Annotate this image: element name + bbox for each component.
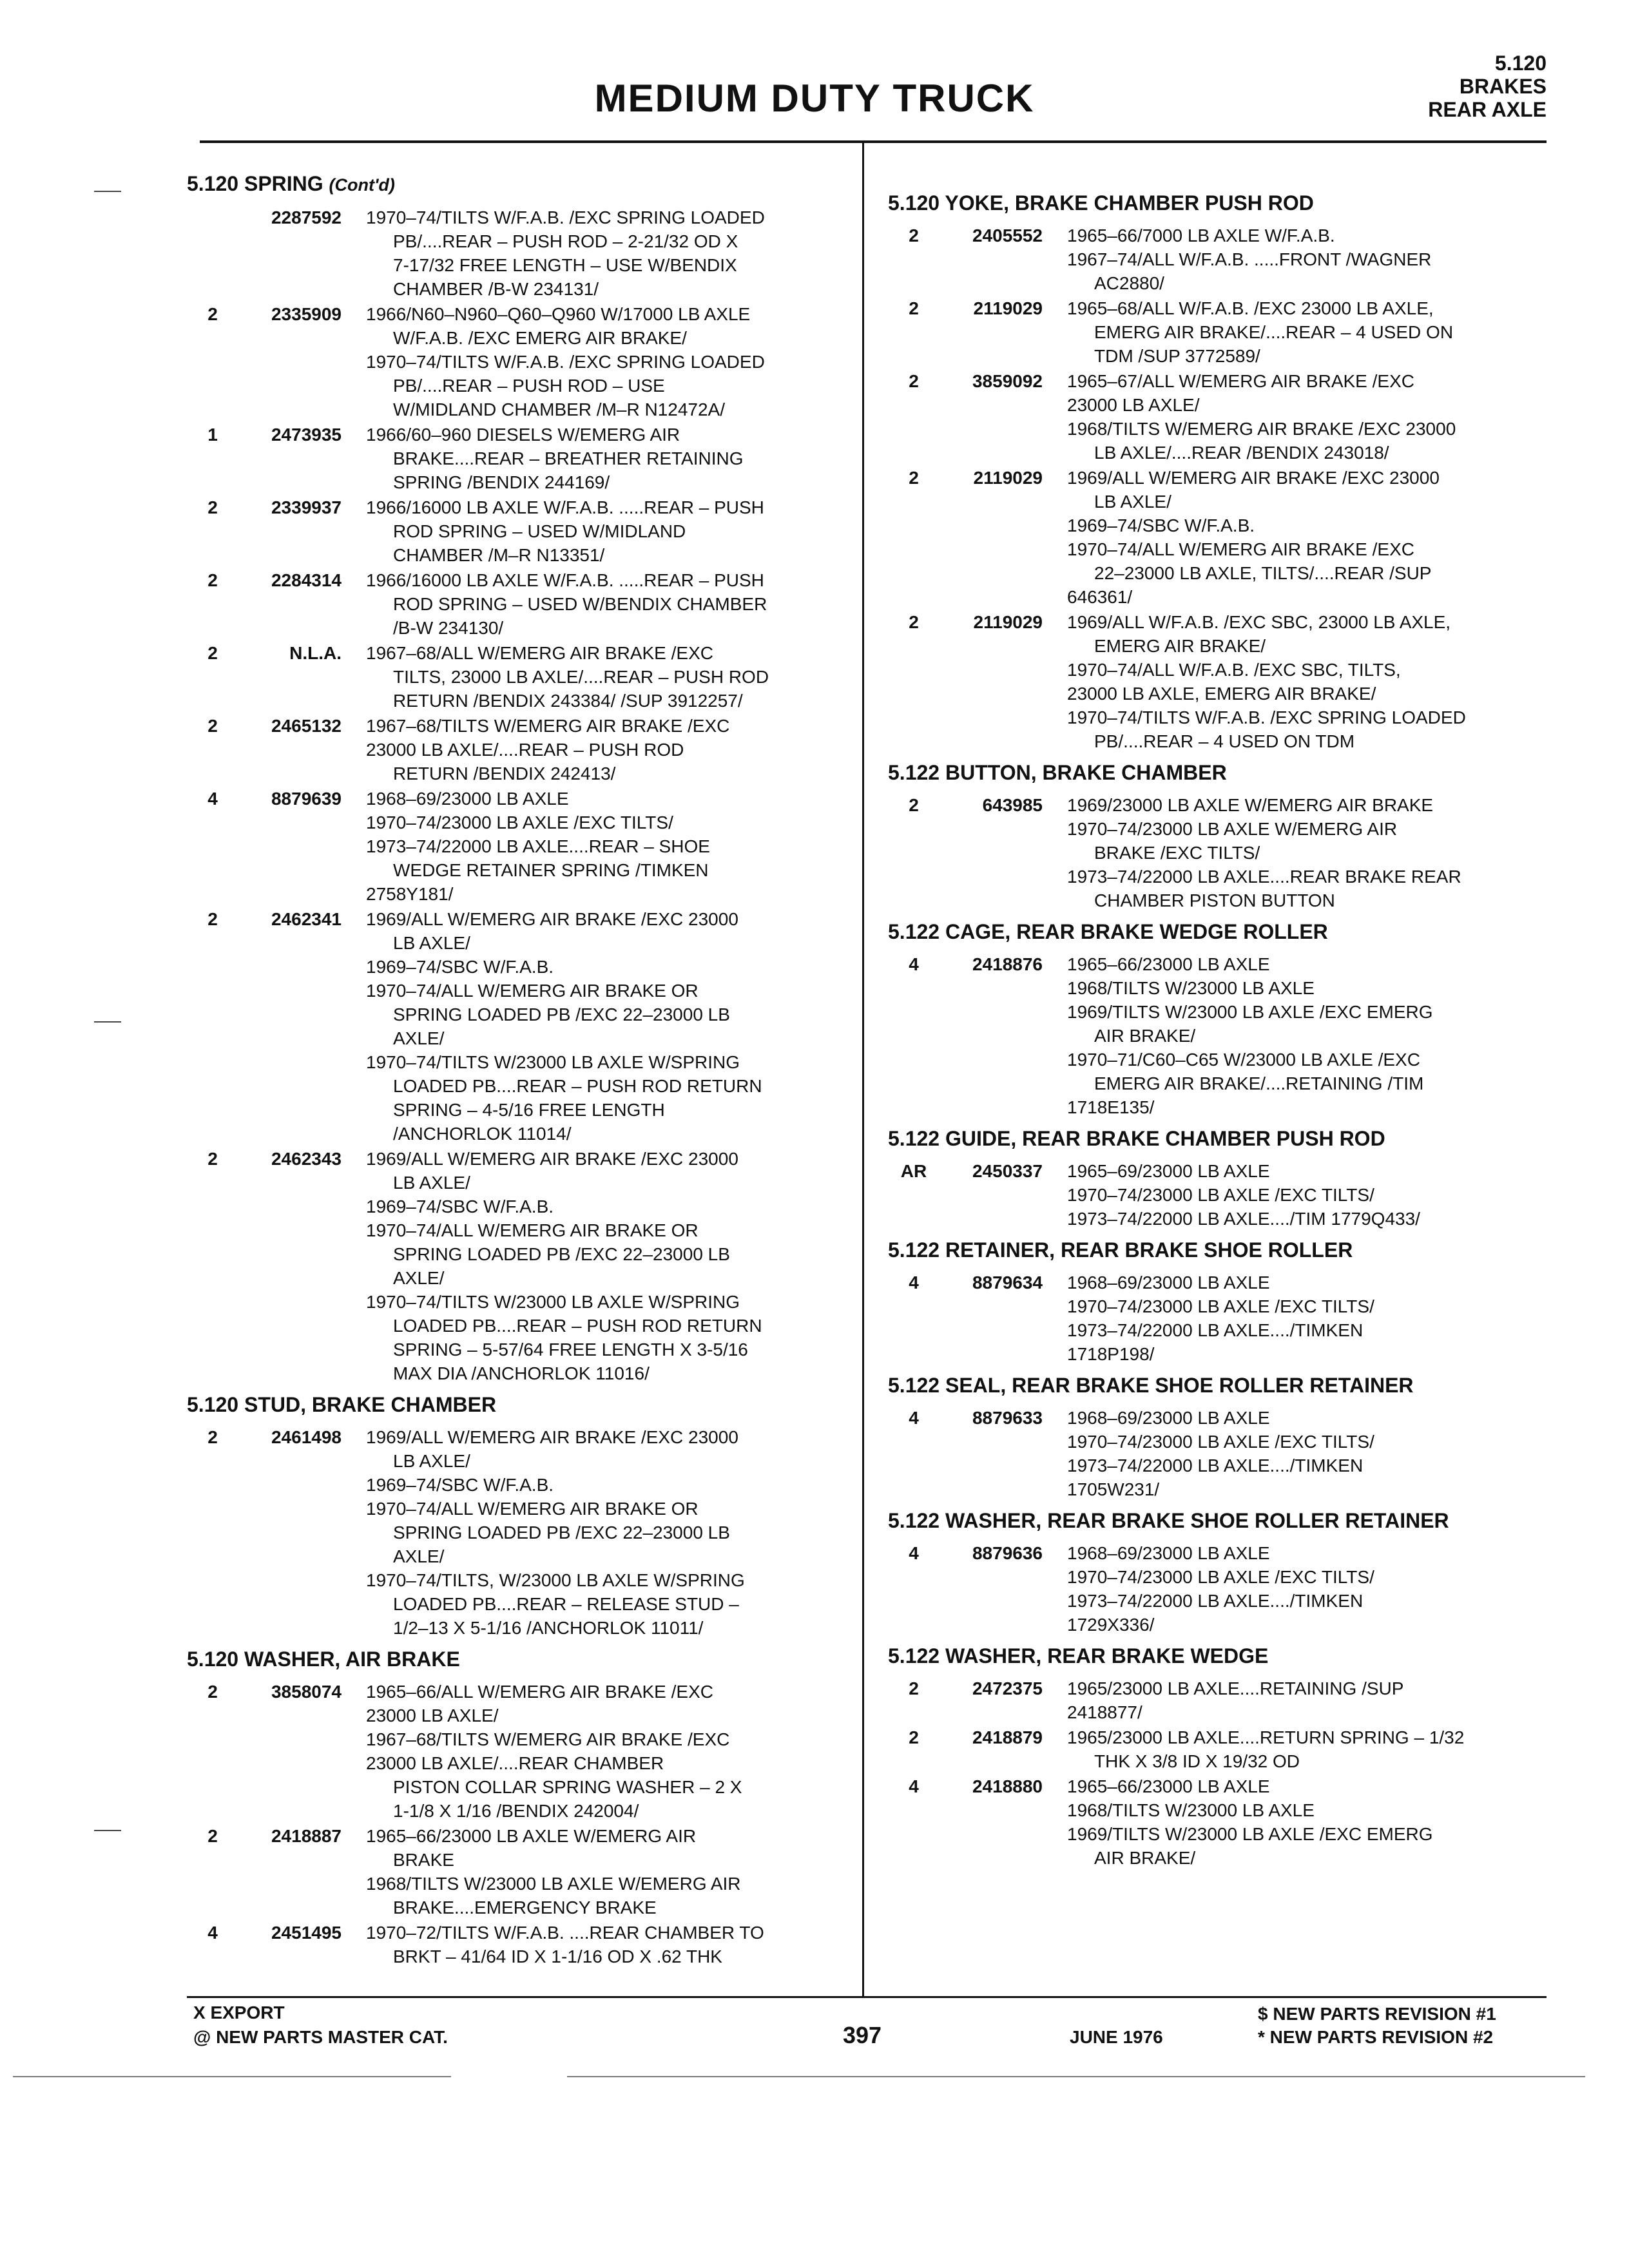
description-line: 1970–74/ALL W/F.A.B. /EXC SBC, TILTS, <box>1067 660 1401 680</box>
description-line: SPRING LOADED PB /EXC 22–23000 LB <box>393 1523 730 1542</box>
section-heading <box>888 918 1552 946</box>
quantity: 2 <box>909 795 919 815</box>
description-line: RETURN /BENDIX 243384/ /SUP 3912257/ <box>393 691 743 711</box>
section-heading <box>888 189 1552 217</box>
description-line: 7-17/32 FREE LENGTH – USE W/BENDIX <box>393 255 737 275</box>
description-line: EMERG AIR BRAKE/....REAR – 4 USED ON <box>1094 322 1454 342</box>
description-line: 1965/23000 LB AXLE....RETURN SPRING – 1/32 <box>1067 1727 1465 1747</box>
description-line: THK X 3/8 ID X 19/32 OD <box>1094 1751 1300 1771</box>
part-entry <box>187 787 844 906</box>
description-line: ROD SPRING – USED W/MIDLAND <box>393 521 686 541</box>
part-description <box>1067 296 1552 368</box>
page-edge-rule <box>567 2076 1585 2077</box>
section-heading <box>888 1371 1552 1399</box>
description-line: SPRING LOADED PB /EXC 22–23000 LB <box>393 1004 730 1024</box>
part-description <box>1067 1677 1552 1724</box>
quantity: 2 <box>207 1427 218 1447</box>
part-entry <box>187 714 844 785</box>
description-line: 1973–74/22000 LB AXLE..../TIMKEN <box>1067 1320 1364 1340</box>
section-heading-text: 5.120 STUD, BRAKE CHAMBER <box>187 1393 497 1416</box>
part-number: 2451495 <box>271 1923 342 1943</box>
continued-note: (Cont'd) <box>329 175 395 195</box>
description-line: 1705W231/ <box>1067 1479 1160 1499</box>
description-line: 1970–74/TILTS W/23000 LB AXLE W/SPRING <box>366 1052 740 1072</box>
description-line: 1970–71/C60–C65 W/23000 LB AXLE /EXC <box>1067 1050 1420 1070</box>
part-number: 2339937 <box>271 497 342 517</box>
quantity: 2 <box>207 570 218 590</box>
description-line: SPRING LOADED PB /EXC 22–23000 LB <box>393 1244 730 1264</box>
description-line: 646361/ <box>1067 587 1133 607</box>
section-heading <box>888 1642 1552 1670</box>
description-line: 1965–68/ALL W/F.A.B. /EXC 23000 LB AXLE, <box>1067 298 1434 318</box>
section-heading-text: 5.122 GUIDE, REAR BRAKE CHAMBER PUSH ROD <box>888 1127 1385 1150</box>
description-line: 1966/60–960 DIESELS W/EMERG AIR <box>366 425 680 445</box>
description-line: MAX DIA /ANCHORLOK 11016/ <box>393 1363 650 1383</box>
page-title: MEDIUM DUTY TRUCK <box>594 77 1035 120</box>
description-line: 23000 LB AXLE/ <box>366 1706 499 1725</box>
description-line: 1969–74/SBC W/F.A.B. <box>1067 515 1255 535</box>
part-description <box>1067 1725 1552 1773</box>
section-heading-text: 5.122 CAGE, REAR BRAKE WEDGE ROLLER <box>888 920 1328 943</box>
description-line: 1967–68/TILTS W/EMERG AIR BRAKE /EXC <box>366 1729 730 1749</box>
description-line: 1965–67/ALL W/EMERG AIR BRAKE /EXC <box>1067 371 1414 391</box>
part-number: 2450337 <box>972 1161 1043 1181</box>
description-line: 1965–66/23000 LB AXLE W/EMERG AIR <box>366 1826 697 1846</box>
revision-2-note: * NEW PARTS REVISION #2 <box>1258 2027 1494 2047</box>
part-entry <box>888 952 1552 1119</box>
part-entry <box>888 1406 1552 1501</box>
part-description <box>366 907 844 1146</box>
description-line: 1969/TILTS W/23000 LB AXLE /EXC EMERG <box>1067 1002 1433 1022</box>
part-description <box>1067 793 1552 912</box>
description-line: LOADED PB....REAR – RELEASE STUD – <box>393 1594 739 1614</box>
description-line: 1718E135/ <box>1067 1097 1155 1117</box>
part-number: 2418879 <box>972 1727 1043 1747</box>
part-number: 8879636 <box>972 1543 1043 1563</box>
description-line: AIR BRAKE/ <box>1094 1848 1196 1868</box>
description-line: LB AXLE/ <box>393 1173 470 1193</box>
description-line: LOADED PB....REAR – PUSH ROD RETURN <box>393 1316 762 1336</box>
part-number: N.L.A. <box>289 643 342 663</box>
description-line: 1968–69/23000 LB AXLE <box>366 789 569 809</box>
description-line: 23000 LB AXLE/ <box>1067 395 1200 415</box>
description-line: W/MIDLAND CHAMBER /M–R N12472A/ <box>393 399 726 419</box>
description-line: LB AXLE/ <box>1094 492 1171 512</box>
part-description <box>366 787 844 906</box>
quantity: 2 <box>207 1826 218 1846</box>
section-sub: REAR AXLE <box>1428 98 1547 121</box>
description-line: 1968/TILTS W/23000 LB AXLE <box>1067 978 1315 998</box>
description-line: 1973–74/22000 LB AXLE....REAR – SHOE <box>366 836 710 856</box>
part-entry <box>888 296 1552 368</box>
part-description <box>1067 1159 1552 1231</box>
description-line: AIR BRAKE/ <box>1094 1026 1196 1046</box>
description-line: 1965–66/ALL W/EMERG AIR BRAKE /EXC <box>366 1682 713 1702</box>
description-line: W/F.A.B. /EXC EMERG AIR BRAKE/ <box>393 328 687 348</box>
part-number: 2472375 <box>972 1678 1043 1698</box>
description-line: 1968/TILTS W/23000 LB AXLE <box>1067 1800 1315 1820</box>
margin-mark <box>94 191 121 192</box>
part-entry <box>888 793 1552 912</box>
quantity: 2 <box>207 909 218 929</box>
part-entry <box>187 1824 844 1919</box>
part-number: 2461498 <box>271 1427 342 1447</box>
section-heading-text: 5.122 RETAINER, REAR BRAKE SHOE ROLLER <box>888 1238 1353 1262</box>
description-line: 1968–69/23000 LB AXLE <box>1067 1273 1270 1293</box>
description-line: 1965/23000 LB AXLE....RETAINING /SUP <box>1067 1678 1404 1698</box>
description-line: BRAKE <box>393 1850 454 1870</box>
description-line: 1969–74/SBC W/F.A.B. <box>366 1196 554 1216</box>
section-name: BRAKES <box>1459 75 1547 98</box>
description-line: 1969/ALL W/EMERG AIR BRAKE /EXC 23000 <box>1067 468 1440 488</box>
page-edge-rule <box>13 2076 451 2077</box>
part-entry <box>187 568 844 640</box>
description-line: BRAKE....EMERGENCY BRAKE <box>393 1898 657 1917</box>
quantity: 4 <box>909 1543 919 1563</box>
description-line: 1970–74/23000 LB AXLE /EXC TILTS/ <box>1067 1185 1374 1205</box>
description-line: CHAMBER /M–R N13351/ <box>393 545 605 565</box>
header-rule <box>200 140 1547 143</box>
part-entry <box>888 466 1552 609</box>
part-number: 2462343 <box>271 1149 342 1169</box>
quantity: AR <box>900 1161 927 1181</box>
description-line: 1970–72/TILTS W/F.A.B. ....REAR CHAMBER TO <box>366 1923 764 1943</box>
quantity: 2 <box>207 716 218 736</box>
description-line: LB AXLE/ <box>393 1451 470 1471</box>
part-description <box>1067 1406 1552 1501</box>
quantity: 4 <box>909 1776 919 1796</box>
description-line: 1970–74/TILTS, W/23000 LB AXLE W/SPRING <box>366 1570 745 1590</box>
part-entry <box>187 1425 844 1640</box>
description-line: 1970–74/ALL W/EMERG AIR BRAKE OR <box>366 1220 699 1240</box>
quantity: 4 <box>909 1408 919 1428</box>
part-number: 2418876 <box>972 954 1043 974</box>
part-entry <box>187 1147 844 1385</box>
part-description <box>1067 466 1552 609</box>
left-column <box>187 164 844 1970</box>
description-line: 2418877/ <box>1067 1702 1142 1722</box>
part-entry <box>187 495 844 567</box>
part-description <box>1067 952 1552 1119</box>
master-cat-note: @ NEW PARTS MASTER CAT. <box>193 2027 448 2047</box>
description-line: 23000 LB AXLE/....REAR – PUSH ROD <box>366 740 684 760</box>
part-description <box>366 714 844 785</box>
description-line: 1970–74/TILTS W/F.A.B. /EXC SPRING LOADED <box>366 207 765 227</box>
description-line: 1973–74/22000 LB AXLE..../TIM 1779Q433/ <box>1067 1209 1420 1229</box>
section-heading <box>888 1236 1552 1264</box>
description-line: BRAKE /EXC TILTS/ <box>1094 843 1260 863</box>
part-number: 2465132 <box>271 716 342 736</box>
part-description <box>366 206 844 301</box>
part-number: 2119029 <box>973 612 1043 632</box>
quantity: 2 <box>909 371 919 391</box>
description-line: EMERG AIR BRAKE/ <box>1094 636 1266 656</box>
description-line: 22–23000 LB AXLE, TILTS/....REAR /SUP <box>1094 563 1432 583</box>
description-line: 1966/16000 LB AXLE W/F.A.B. .....REAR – PUSH <box>366 497 764 517</box>
part-description <box>366 1147 844 1385</box>
section-heading-text: 5.122 SEAL, REAR BRAKE SHOE ROLLER RETAINER <box>888 1374 1414 1397</box>
part-description <box>366 641 844 713</box>
quantity: 2 <box>207 643 218 663</box>
description-line: 1970–74/TILTS W/23000 LB AXLE W/SPRING <box>366 1292 740 1312</box>
section-heading <box>187 1645 844 1673</box>
description-line: 1966/16000 LB AXLE W/F.A.B. .....REAR – PUSH <box>366 570 764 590</box>
quantity: 2 <box>207 1682 218 1702</box>
description-line: EMERG AIR BRAKE/....RETAINING /TIM <box>1094 1073 1424 1093</box>
description-line: PISTON COLLAR SPRING WASHER – 2 X <box>393 1777 742 1797</box>
part-number: 2405552 <box>972 226 1043 245</box>
part-number: 2462341 <box>271 909 342 929</box>
part-entry <box>187 302 844 421</box>
description-line: SPRING – 4-5/16 FREE LENGTH <box>393 1100 665 1120</box>
description-line: 1970–74/ALL W/EMERG AIR BRAKE /EXC <box>1067 539 1414 559</box>
part-description <box>1067 610 1552 753</box>
description-line: 1969/TILTS W/23000 LB AXLE /EXC EMERG <box>1067 1824 1433 1844</box>
description-line: 1970–74/23000 LB AXLE /EXC TILTS/ <box>1067 1296 1374 1316</box>
description-line: 1969/23000 LB AXLE W/EMERG AIR BRAKE <box>1067 795 1434 815</box>
description-line: 2758Y181/ <box>366 884 454 904</box>
description-line: 1970–74/23000 LB AXLE /EXC TILTS/ <box>1067 1567 1374 1587</box>
margin-mark <box>94 1021 121 1023</box>
part-number: 2284314 <box>271 570 342 590</box>
part-number: 2418880 <box>972 1776 1043 1796</box>
part-description <box>366 1921 844 1968</box>
section-heading-text: 5.122 BUTTON, BRAKE CHAMBER <box>888 761 1227 784</box>
description-line: 23000 LB AXLE/....REAR CHAMBER <box>366 1753 664 1773</box>
part-entry <box>888 1271 1552 1366</box>
part-description <box>1067 1541 1552 1637</box>
part-number: 2418887 <box>271 1826 342 1846</box>
description-line: 1729X336/ <box>1067 1615 1155 1635</box>
description-line: 1969–74/SBC W/F.A.B. <box>366 1475 554 1495</box>
part-entry <box>888 1541 1552 1637</box>
quantity: 4 <box>909 1273 919 1293</box>
part-number: 8879634 <box>972 1273 1043 1293</box>
description-line: 1970–74/TILTS W/F.A.B. /EXC SPRING LOADED <box>366 352 765 372</box>
description-line: LOADED PB....REAR – PUSH ROD RETURN <box>393 1076 762 1096</box>
part-entry <box>187 1921 844 1968</box>
description-line: 1968/TILTS W/EMERG AIR BRAKE /EXC 23000 <box>1067 419 1456 439</box>
part-description <box>366 1824 844 1919</box>
quantity: 2 <box>207 497 218 517</box>
description-line: AC2880/ <box>1094 273 1164 293</box>
quantity: 2 <box>207 304 218 324</box>
description-line: BRKT – 41/64 ID X 1-1/16 OD X .62 THK <box>393 1946 722 1966</box>
section-heading <box>888 1506 1552 1535</box>
description-line: 1973–74/22000 LB AXLE....REAR BRAKE REAR <box>1067 867 1461 887</box>
part-number: 2335909 <box>271 304 342 324</box>
part-description <box>1067 1774 1552 1870</box>
description-line: 1970–74/23000 LB AXLE /EXC TILTS/ <box>1067 1432 1374 1452</box>
description-line: 1973–74/22000 LB AXLE..../TIMKEN <box>1067 1456 1364 1475</box>
part-entry <box>187 641 844 713</box>
right-column <box>888 184 1552 1871</box>
part-entry <box>888 369 1552 465</box>
quantity: 2 <box>909 468 919 488</box>
description-line: SPRING /BENDIX 244169/ <box>393 472 610 492</box>
description-line: 1970–74/23000 LB AXLE W/EMERG AIR <box>1067 819 1398 839</box>
part-description <box>1067 1271 1552 1366</box>
column-divider <box>862 140 864 1996</box>
quantity: 1 <box>207 425 218 445</box>
description-line: PB/....REAR – 4 USED ON TDM <box>1094 731 1355 751</box>
part-description <box>366 495 844 567</box>
page-number: 397 <box>843 2022 882 2048</box>
description-line: ROD SPRING – USED W/BENDIX CHAMBER <box>393 594 767 614</box>
section-heading-text: 5.120 YOKE, BRAKE CHAMBER PUSH ROD <box>888 191 1314 215</box>
section-heading-text: 5.122 WASHER, REAR BRAKE SHOE ROLLER RETAINER <box>888 1509 1449 1532</box>
description-line: /B-W 234130/ <box>393 618 504 638</box>
description-line: 1965–69/23000 LB AXLE <box>1067 1161 1270 1181</box>
section-heading <box>888 1124 1552 1153</box>
part-description <box>366 302 844 421</box>
part-description <box>366 423 844 494</box>
part-number: 8879639 <box>271 789 342 809</box>
part-number: 8879633 <box>972 1408 1043 1428</box>
revision-1-note: $ NEW PARTS REVISION #1 <box>1258 2004 1496 2024</box>
quantity: 4 <box>909 954 919 974</box>
description-line: 1-1/8 X 1/16 /BENDIX 242004/ <box>393 1801 639 1821</box>
description-line: 1969/ALL W/F.A.B. /EXC SBC, 23000 LB AXLE, <box>1067 612 1451 632</box>
description-line: TDM /SUP 3772589/ <box>1094 346 1260 366</box>
part-entry <box>187 1680 844 1823</box>
description-line: 1965–66/23000 LB AXLE <box>1067 954 1270 974</box>
description-line: 1967–68/TILTS W/EMERG AIR BRAKE /EXC <box>366 716 730 736</box>
part-number: 2473935 <box>271 425 342 445</box>
footer-rule <box>187 1996 1547 1998</box>
quantity <box>187 206 238 301</box>
description-line: RETURN /BENDIX 242413/ <box>393 764 616 783</box>
description-line: 1973–74/22000 LB AXLE..../TIMKEN <box>1067 1591 1364 1611</box>
part-entry <box>888 610 1552 753</box>
description-line: 1965–66/23000 LB AXLE <box>1067 1776 1270 1796</box>
description-line: 1968–69/23000 LB AXLE <box>1067 1408 1270 1428</box>
description-line: 1965–66/7000 LB AXLE W/F.A.B. <box>1067 226 1335 245</box>
part-number: 643985 <box>982 795 1043 815</box>
export-note: X EXPORT <box>193 2003 285 2023</box>
quantity: 2 <box>207 1149 218 1169</box>
section-heading-text: 5.120 WASHER, AIR BRAKE <box>187 1648 460 1671</box>
part-description <box>1067 369 1552 465</box>
part-description <box>1067 224 1552 295</box>
description-line: LB AXLE/ <box>393 933 470 953</box>
part-entry <box>187 206 844 301</box>
description-line: 1970–74/ALL W/EMERG AIR BRAKE OR <box>366 1499 699 1519</box>
section-heading <box>187 1390 844 1419</box>
section-heading <box>888 758 1552 787</box>
description-line: 1969/ALL W/EMERG AIR BRAKE /EXC 23000 <box>366 1149 738 1169</box>
description-line: AXLE/ <box>393 1546 445 1566</box>
quantity: 2 <box>909 298 919 318</box>
description-line: CHAMBER PISTON BUTTON <box>1094 890 1335 910</box>
quantity: 2 <box>909 1727 919 1747</box>
part-entry <box>187 907 844 1146</box>
description-line: TILTS, 23000 LB AXLE/....REAR – PUSH ROD <box>393 667 769 687</box>
part-number: 3859092 <box>972 371 1043 391</box>
description-line: 1970–74/23000 LB AXLE /EXC TILTS/ <box>366 812 673 832</box>
section-heading <box>187 169 844 199</box>
part-entry <box>888 1159 1552 1231</box>
quantity: 4 <box>207 1923 218 1943</box>
description-line: AXLE/ <box>393 1028 445 1048</box>
description-line: 1969/ALL W/EMERG AIR BRAKE /EXC 23000 <box>366 909 738 929</box>
description-line: 23000 LB AXLE, EMERG AIR BRAKE/ <box>1067 684 1376 704</box>
description-line: CHAMBER /B-W 234131/ <box>393 279 599 299</box>
description-line: 1968/TILTS W/23000 LB AXLE W/EMERG AIR <box>366 1874 741 1894</box>
description-line: 1969/ALL W/EMERG AIR BRAKE /EXC 23000 <box>366 1427 738 1447</box>
description-line: /ANCHORLOK 11014/ <box>393 1124 572 1144</box>
quantity: 2 <box>909 226 919 245</box>
quantity: 4 <box>207 789 218 809</box>
description-line: 1967–68/ALL W/EMERG AIR BRAKE /EXC <box>366 643 713 663</box>
description-line: 1968–69/23000 LB AXLE <box>1067 1543 1270 1563</box>
date: JUNE 1976 <box>1070 2027 1163 2047</box>
description-line: BRAKE....REAR – BREATHER RETAINING <box>393 448 744 468</box>
description-line: 1/2–13 X 5-1/16 /ANCHORLOK 11011/ <box>393 1618 704 1638</box>
part-description <box>366 1680 844 1823</box>
part-entry <box>187 423 844 494</box>
part-number: 2119029 <box>973 298 1043 318</box>
margin-mark <box>94 1830 121 1831</box>
part-description <box>366 568 844 640</box>
section-number: 5.120 <box>1494 52 1547 75</box>
description-line: SPRING – 5-57/64 FREE LENGTH X 3-5/16 <box>393 1340 748 1360</box>
part-entry <box>888 224 1552 295</box>
description-line: LB AXLE/....REAR /BENDIX 243018/ <box>1094 443 1389 463</box>
description-line: 1969–74/SBC W/F.A.B. <box>366 957 554 977</box>
description-line: 1970–74/TILTS W/F.A.B. /EXC SPRING LOADED <box>1067 707 1466 727</box>
description-line: PB/....REAR – PUSH ROD – 2-21/32 OD X <box>393 231 738 251</box>
part-number: 3858074 <box>271 1682 342 1702</box>
description-line: AXLE/ <box>393 1268 445 1288</box>
part-entry <box>888 1677 1552 1724</box>
description-line: WEDGE RETAINER SPRING /TIMKEN <box>393 860 709 880</box>
section-heading-text: 5.120 SPRING <box>187 172 323 195</box>
description-line: 1967–74/ALL W/F.A.B. .....FRONT /WAGNER <box>1067 249 1432 269</box>
part-number: 2287592 <box>271 207 342 227</box>
part-description <box>366 1425 844 1640</box>
description-line: 1970–74/ALL W/EMERG AIR BRAKE OR <box>366 981 699 1001</box>
description-line: PB/....REAR – PUSH ROD – USE <box>393 376 665 396</box>
part-number: 2119029 <box>973 468 1043 488</box>
section-heading-text: 5.122 WASHER, REAR BRAKE WEDGE <box>888 1644 1269 1667</box>
description-line: 1718P198/ <box>1067 1344 1155 1364</box>
part-entry <box>888 1725 1552 1773</box>
quantity: 2 <box>909 612 919 632</box>
description-line: 1966/N60–N960–Q60–Q960 W/17000 LB AXLE <box>366 304 751 324</box>
part-entry <box>888 1774 1552 1870</box>
quantity: 2 <box>909 1678 919 1698</box>
